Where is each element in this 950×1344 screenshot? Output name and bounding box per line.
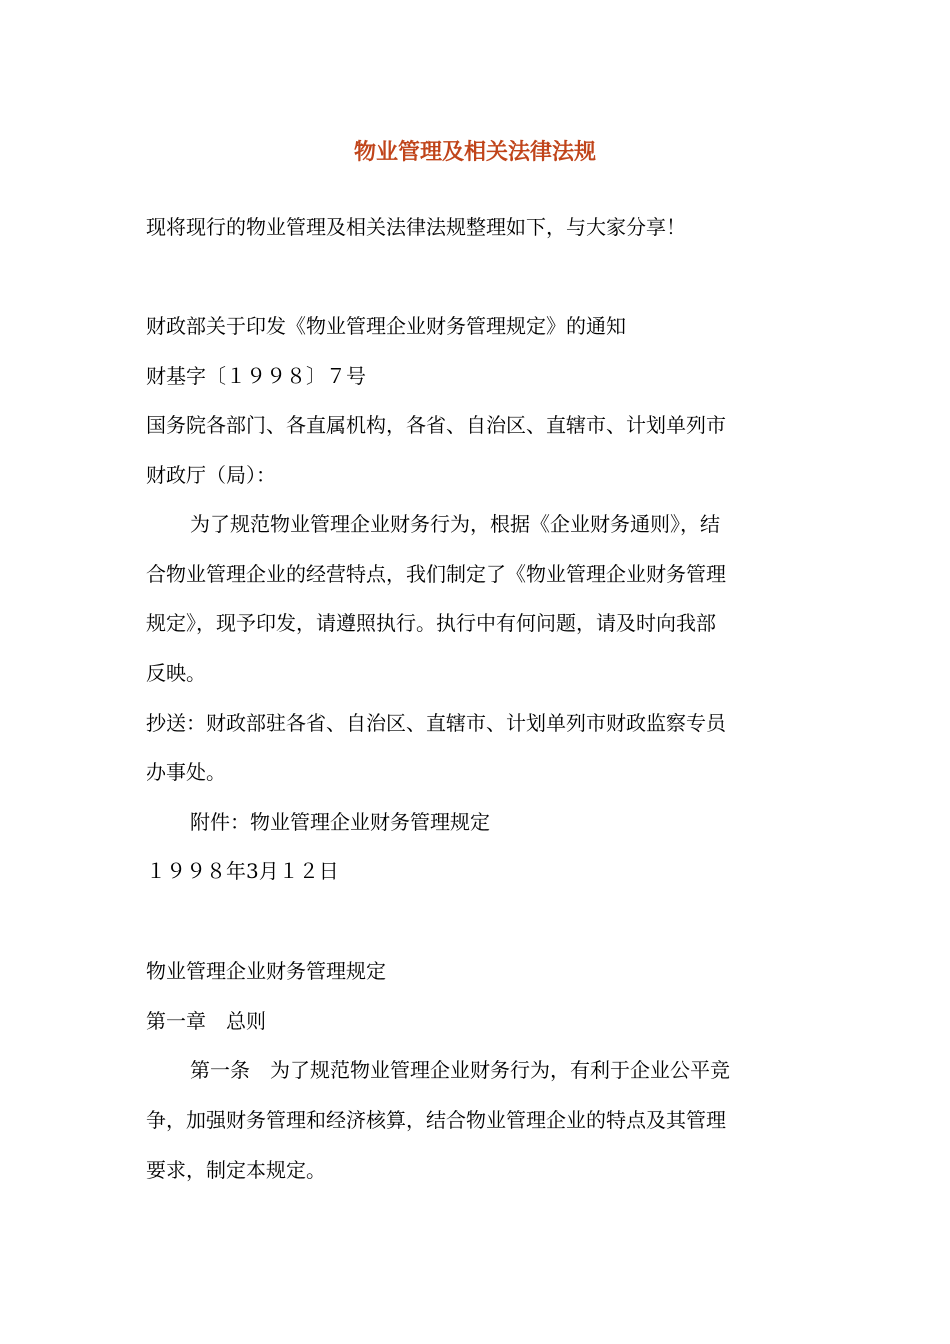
- body-paragraph-line: 规定》，现予印发，请遵照执行。执行中有何问题，请及时向我部: [146, 611, 716, 635]
- recipient-line: 国务院各部门、各直属机构，各省、自治区、直辖市、计划单列市: [146, 413, 726, 437]
- notice-title: 财政部关于印发《物业管理企业财务管理规定》的通知: [146, 314, 626, 338]
- document-number: 财基字〔１９９８〕７号: [146, 364, 366, 388]
- date-line: １９９８年3月１２日: [146, 859, 339, 883]
- cc-line: 办事处。: [146, 760, 226, 784]
- article-line: 争，加强财务管理和经济核算，结合物业管理企业的特点及其管理: [146, 1108, 726, 1132]
- cc-line: 抄送：财政部驻各省、自治区、直辖市、计划单列市财政监察专员: [146, 711, 726, 735]
- recipient-line: 财政厅（局）：: [146, 463, 276, 487]
- body-paragraph-line: 反映。: [146, 661, 206, 685]
- attachment-line: 附件：物业管理企业财务管理规定: [190, 810, 490, 834]
- body-paragraph-line: 为了规范物业管理企业财务行为，根据《企业财务通则》，结: [190, 512, 720, 536]
- body-paragraph-line: 合物业管理企业的经营特点，我们制定了《物业管理企业财务管理: [146, 562, 726, 586]
- article-line: 第一条 为了规范物业管理企业财务行为，有利于企业公平竞: [190, 1058, 730, 1082]
- regulation-title: 物业管理企业财务管理规定: [146, 959, 386, 983]
- intro-text: 现将现行的物业管理及相关法律法规整理如下，与大家分享！: [146, 215, 686, 239]
- document-title: 物业管理及相关法律法规: [353, 139, 596, 165]
- article-line: 要求，制定本规定。: [146, 1158, 326, 1182]
- chapter-heading: 第一章 总则: [146, 1009, 266, 1033]
